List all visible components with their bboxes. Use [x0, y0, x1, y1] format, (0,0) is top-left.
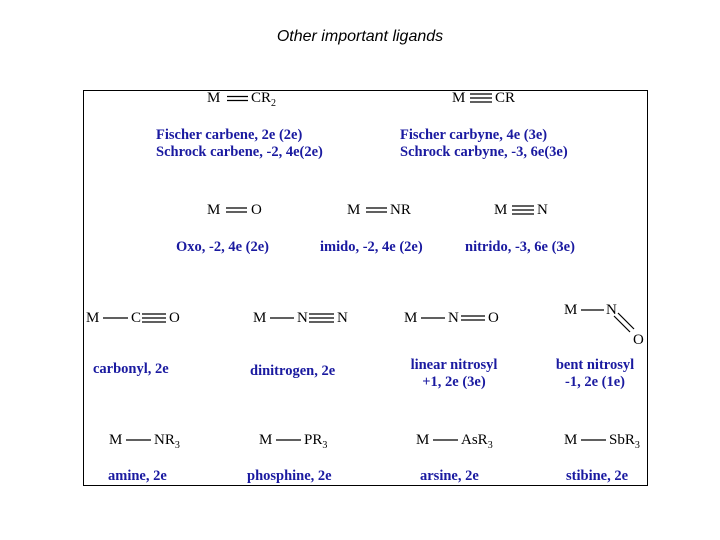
carbyne-metal: M: [452, 90, 466, 106]
carbene-metal: M: [207, 90, 221, 106]
oxo-label: Oxo, -2, 4e (2e): [176, 239, 270, 255]
bent-nitrosyl-oxygen: O: [633, 332, 644, 348]
linear-nitrosyl-metal: M: [404, 310, 418, 326]
imido-label: imido, -2, 4e (2e): [320, 239, 423, 255]
linear-nitrosyl-nitrogen: N: [448, 310, 459, 326]
linear-nitrosyl-charge: +1, 2e (3e): [422, 374, 486, 390]
carbonyl-metal: M: [86, 310, 100, 326]
arsine-metal: M: [416, 432, 430, 448]
carbyne-group: CR: [495, 90, 516, 106]
phosphine-group: $PR_3$: [304, 432, 328, 451]
phosphine-label: phosphine, 2e: [247, 468, 332, 484]
dinitrogen-metal: M: [253, 310, 267, 326]
carbonyl-carbon: C: [131, 310, 142, 326]
oxo-metal: M: [207, 202, 221, 218]
dinitrogen-n1: N: [297, 310, 308, 326]
oxo-atom: O: [251, 202, 262, 218]
arsine-group: AsR$_3$: [461, 432, 493, 451]
imido-metal: M: [347, 202, 361, 218]
nitrido-atom: N: [537, 202, 548, 218]
carbonyl-label: carbonyl, 2e: [93, 361, 169, 377]
imido-group: NR: [390, 202, 411, 218]
phosphine-metal: M: [259, 432, 273, 448]
amine-metal: M: [109, 432, 123, 448]
carbonyl-oxygen: O: [169, 310, 180, 326]
carbyne-label-fischer: Fischer carbyne, 4e (3e): [400, 127, 548, 143]
stibine-metal: M: [564, 432, 578, 448]
carbene-group: $CR_2$: [251, 90, 277, 109]
bent-nitrosyl-bond: [618, 313, 634, 329]
nitrido-metal: M: [494, 202, 508, 218]
bent-nitrosyl-bond: [614, 316, 630, 332]
carbene-label-fischer: Fischer carbene, 2e (2e): [156, 127, 303, 143]
carbyne-label-schrock: Schrock carbyne, -3, 6e(3e): [400, 144, 568, 160]
dinitrogen-n2: N: [337, 310, 348, 326]
bent-nitrosyl-label: bent nitrosyl: [555, 357, 635, 373]
carbene-label-schrock: Schrock carbene, -2, 4e(2e): [156, 144, 323, 160]
amine-label: amine, 2e: [108, 468, 167, 484]
arsine-label: arsine, 2e: [420, 468, 479, 484]
bent-nitrosyl-nitrogen: N: [606, 302, 617, 318]
bent-nitrosyl-charge: -1, 2e (1e): [565, 374, 625, 390]
stibine-group: SbR$_3$: [609, 432, 640, 451]
stibine-label: stibine, 2e: [566, 468, 629, 484]
bent-nitrosyl-metal: M: [564, 302, 578, 318]
dinitrogen-label: dinitrogen, 2e: [250, 363, 336, 379]
linear-nitrosyl-label: linear nitrosyl: [410, 357, 498, 373]
amine-group: $NR_3$: [154, 432, 180, 451]
nitrido-label: nitrido, -3, 6e (3e): [465, 239, 575, 255]
page-title: Other important ligands: [276, 28, 444, 45]
linear-nitrosyl-oxygen: O: [488, 310, 499, 326]
